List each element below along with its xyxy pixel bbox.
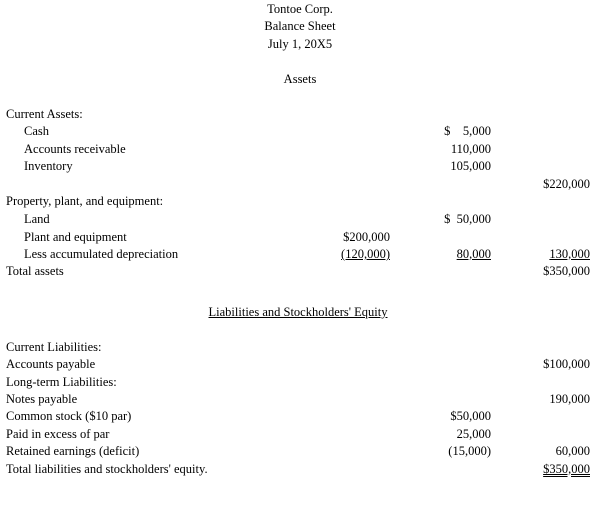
notes-payable-value: 190,000 [549,392,590,406]
land-value: $ 50,000 [444,212,491,226]
current-assets-heading: Current Assets: [6,107,83,121]
accumulated-depreciation-value [335,247,390,261]
common-stock-value: $50,000 [450,409,491,423]
cash-value: $ 5,000 [444,124,491,138]
accounts-payable-label: Accounts payable [6,357,96,371]
notes-payable-label: Notes payable [6,392,78,406]
statement-date: July 1, 20X5 [267,37,333,51]
net-plant-amount: 80,000 [456,247,491,261]
cash-label: Cash [24,124,49,138]
total-liabilities-equity-label: Total liabilities and stockholders' equity. [6,462,208,476]
ppe-total-amount: 130,000 [549,247,590,261]
retained-earnings-label: Retained earnings (deficit) [6,444,140,458]
accounts-payable-value: $100,000 [543,357,590,371]
assets-section-title: Assets [283,72,317,86]
long-term-liabilities-heading: Long-term Liabilities: [6,375,117,389]
retained-earnings-value: (15,000) [448,444,491,458]
accounts-receivable-value: 110,000 [450,142,491,156]
accumulated-depreciation-label: Less accumulated depreciation [24,247,179,261]
inventory-label: Inventory [24,159,73,173]
paid-in-excess-label: Paid in excess of par [6,427,110,441]
total-liabilities-equity-value [543,462,590,476]
paid-in-excess-value: 25,000 [456,427,491,441]
total-liabilities-equity-amount: $350,000 [543,462,590,476]
current-liabilities-heading: Current Liabilities: [6,340,102,354]
land-label: Land [24,212,50,226]
accumulated-depreciation-amount: (120,000) [341,247,390,261]
plant-equipment-label: Plant and equipment [24,230,127,244]
current-assets-total: $220,000 [543,177,590,191]
ppe-heading: Property, plant, and equipment: [6,194,164,208]
ppe-total [541,247,590,261]
inventory-value: 105,000 [450,159,491,173]
total-assets-label: Total assets [6,264,64,278]
statement-title: Balance Sheet [264,19,336,33]
equity-total-value: 60,000 [555,444,590,458]
accounts-receivable-label: Accounts receivable [24,142,126,156]
liabilities-section-title: Liabilities and Stockholders' Equity [208,305,388,319]
company-name: Tontoe Corp. [267,2,333,16]
net-plant-value [443,247,491,261]
total-assets-value: $350,000 [543,264,590,278]
common-stock-label: Common stock ($10 par) [6,409,132,423]
plant-equipment-value: $200,000 [343,230,390,244]
